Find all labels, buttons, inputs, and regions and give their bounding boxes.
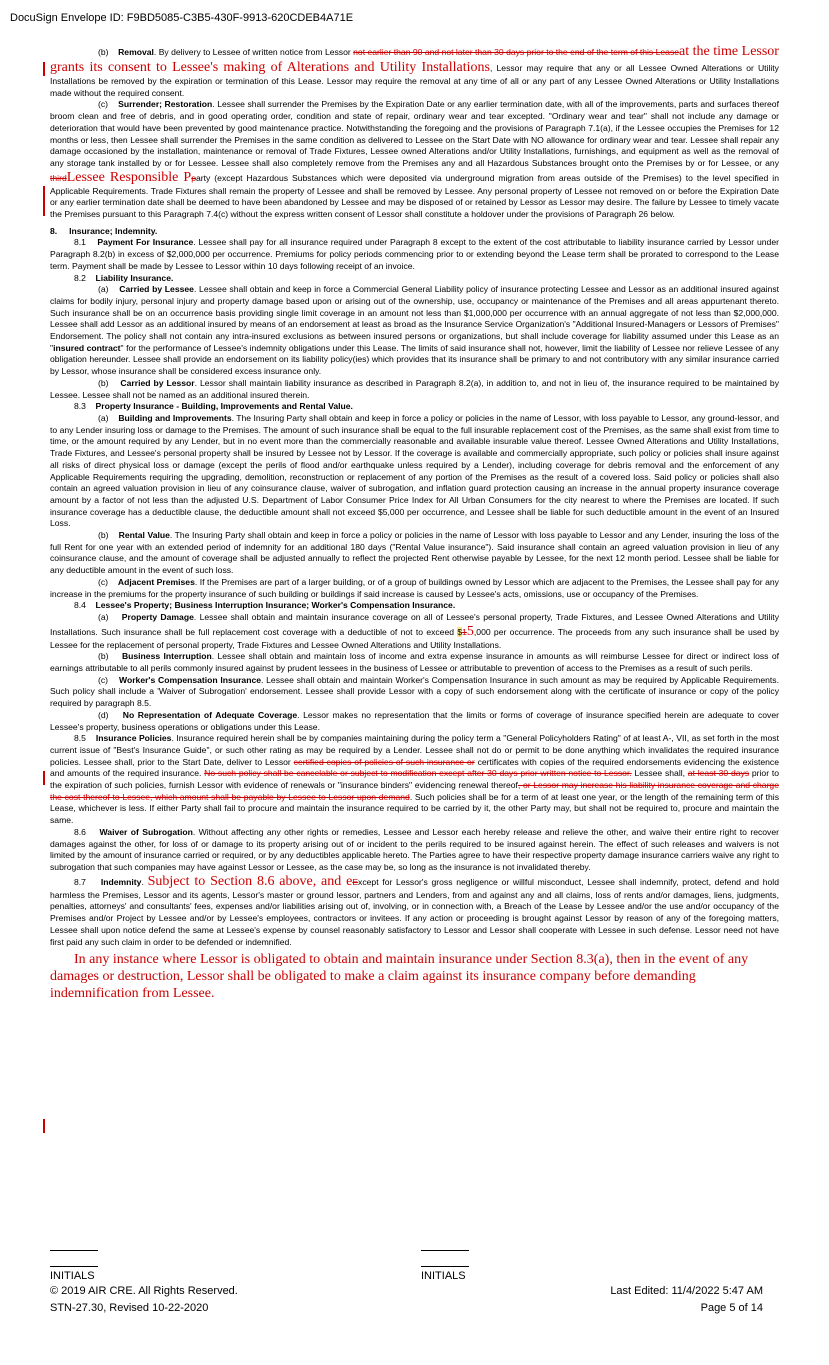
paragraph-8-3-a: (a) Building and Improvements. The Insuring Party shall obtain and keep in force a policy or policies in the name of Lessor, with loss payable to Lessor, any ground-lessor, and to any Lender insuring loss or damage to the Premises. The amount of such insurance shall be equal to the full insurable replacement cost of the Premises, as the same shall exist from time to time, or the amount required by any Lender, but in no event more than the commercially reasonable and available insurable value thereof. Lessee Owned Alterations and Utility Installations, Trade Fixtures, and Lessee's personal property shall be insured by Lessee not by Lessor. If the coverage is available and commercially appropriate, such policy or policies shall insure against all risks of direct physical loss or damage (except the perils of flood and/or earthquake unless required by a Lender), including coverage for debris removal and the enforcement of any Applicable Requirements requiring the upgrading, demolition, reconstruction or replacement of any portion of the Premises as the result of a covered loss. Said policy or policies shall also contain an agreed valuation provision in lieu of any coinsurance clause, waiver of subrogation, and inflation guard protection causing an increase in the annual property insurance coverage amount by a factor of not less than the adjusted U.S. Department of Labor Consumer Price Index for All Urban Consumers for the city nearest to where the Premises are located. If such insurance coverage has a deductible clause, the deductible amount shall not exceed $5,000 per occurrence, and Lessee shall be liable for such deductible amount in the event of an Insured Loss. [50,412,779,529]
initials-line-right[interactable] [421,1250,469,1251]
revision-bar [43,1119,45,1133]
paragraph-surrender: (c) Surrender; Restoration. Lessee shall surrender the Premises by the Expiration Date or any earlier termination date, with all of the improvements, parts and surfaces thereof broom clean and free of debris, and in good operating order, condition and state of repair, ordinary wear and tear excepted. "Ordinary wear and tear" shall not include any damage or deterioration that would have been prevented by good maintenance practice. Notwithstanding the foregoing and the provisions of Paragraph 7.1(a), if the Lessee occupies the Premises for 12 months or less, then Lessee shall surrender the Premises in the same condition as delivered to Lessee on the Start Date with NO allowance for ordinary wear and tear. Lessee shall repair any damage occasioned by the installation, maintenance or removal of Trade Fixtures, Lessee owned Alterations and/or Utility Installations, furnishings, and equipment as well as the removal of any storage tank installed by or for Lessee. Lessee shall also completely remove from the Premises any and all Hazardous Substances brought onto the Premises by or for Lessee, or any thirdLessee Responsible Pparty (except Hazardous Substances which were deposited via underground migration from areas outside of the Premises) to the level specified in Applicable Requirements. Trade Fixtures shall remain the property of Lessee and shall be removed by Lessee. Any personal property of Lessee not removed on or before the Expiration Date or any earlier termination date shall be deemed to have been abandoned by Lessee and may be disposed of or retained by Lessor as Lessor may desire. The failure by Lessee to timely vacate the Premises pursuant to this Paragraph 7.4(c) without the express written consent of Lessor shall constitute a holdover under the provisions of Paragraph 26 below. [50,99,779,220]
initials-line-left[interactable] [50,1266,98,1267]
revision-bar [43,186,45,216]
deleted-text: certified copies of policies of such insurance or [293,756,475,767]
paragraph-8-4-d: (d) No Representation of Adequate Coverage. Lessor makes no representation that the limits or forms of coverage of insurance specified herein are adequate to cover Lessee's property, business operations or obligations under this Lease. [50,709,779,732]
last-edited: Last Edited: 11/4/2022 5:47 AM [610,1285,763,1297]
deleted-text: No such policy shall be cancelable or subject to modification except after 30 days prior written notice to Lessor. [204,768,632,779]
paragraph-8-4-b: (b) Business Interruption. Lessee shall obtain and maintain loss of income and extra expense insurance in amounts as will reimburse Lessee for direct or indirect loss of earnings attributable to all perils commonly insured against by prudent lessees in the business of Lessee or attributable to prevention of access to the Premises as a result of such perils. [50,651,779,674]
deleted-text: 1 [462,626,467,637]
paragraph-8-1: 8.1 Payment For Insurance. Lessee shall pay for all insurance required under Paragraph 8 except to the extent of the cost attributable to liability insurance carried by Lessor under Paragraph 8.2(b) in excess of $2,000,000 per occurrence. Premiums for policy periods commencing prior to or extending beyond the Lease term shall be prorated to correspond to the Lease term. Payment shall be made by Lessee to Lessor within 10 days following receipt of an invoice. [50,237,779,271]
copyright: © 2019 AIR CRE. All Rights Reserved. [50,1285,238,1297]
paragraph-8-2-a: (a) Carried by Lessee. Lessee shall obtain and keep in force a Commercial General Liability policy of insurance protecting Lessee and Lessor as an additional insured against claims for bodily injury, personal injury and property damage based upon or arising out of the ownership, use, occupancy or maintenance of the Premises and all areas appurtenant thereto. Such insurance shall be on an occurrence basis providing single limit coverage in an amount not less than $1,000,000 per occurrence with an annual aggregate of not less than $2,000,000. Lessee shall add Lessor as an additional insured by means of an endorsement at least as broad as the Insurance Service Organization's "Additional Insured-Managers or Lessors of Premises" Endorsement. The policy shall not contain any intra-insured exclusions as between insured persons or organizations, but shall include coverage for liability assumed under this Lease as an "insured contract" for the performance of Lessee's indemnity obligations under this Lease. The limits of said insurance shall not, however, limit the liability of Lessee nor relieve Lessee of any obligation hereunder. Lessee shall provide an endorsement on its liability policy(ies) which provides that its insurance shall be primary to and not contributory with any similar insurance carried by Lessor, whose insurance shall be considered excess insurance only. [50,284,779,377]
deleted-text: at least 30 days [687,768,750,779]
paragraph-8-3-b: (b) Rental Value. The Insuring Party shall obtain and keep in force a policy or policies in the name of Lessor with loss payable to Lessor and any Lender, insuring the loss of the full Rent for one year with an extended period of indemnity for an additional 180 days ("Rental Value insurance"). Said insurance shall contain an agreed valuation provision in lieu of any coinsurance clause, and the amount of coverage shall be adjusted annually to reflect the projected Rent otherwise payable by Lessee, for the next 12 month period. Lessee shall be liable for any deductible amount in the event of such loss. [50,530,779,576]
paragraph-8-2-b: (b) Carried by Lessor. Lessor shall maintain liability insurance as described in Paragraph 8.2(a), in addition to, and not in lieu of, the insurance required to be maintained by Lessee. Lessee shall not be named as an additional insured therein. [50,377,779,400]
paragraph-8-6: 8.6 Waiver of Subrogation. Without affecting any other rights or remedies, Lessee and Lessor each hereby release and relieve the other, and waive their entire right to recover damages against the other, for loss of or damage to its property arising out of or incident to the perils required to be insured against herein. The effect of such releases and waivers is not limited by the amount of insurance carried or required, or by any deductibles applicable hereto. The Parties agree to have their respective property damage insurance carriers waive any right to subrogation that such companies may have against Lessor or Lessee, as the case may be, so long as the insurance is not invalidated thereby. [50,826,779,872]
initials-label-right: INITIALS [421,1270,466,1282]
initials-label-left: INITIALS [50,1270,95,1282]
deleted-text: p [191,172,196,183]
deleted-text: third [50,172,67,183]
envelope-id: DocuSign Envelope ID: F9BD5085-C3B5-430F-9913-620CDEB4A71E [10,12,354,24]
inserted-text: Lessee Responsible P [66,169,192,185]
page-number: Page 5 of 14 [700,1302,763,1314]
paragraph-8-5: 8.5 Insurance Policies. Insurance required herein shall be by companies maintaining during the policy term a "General Policyholders Rating" of at least A-, VII, as set forth in the most current issue of "Best's Insurance Guide", or such other rating as may be required by a Lender. Lessee shall not do or permit to be done anything which invalidates the required insurance policies. Lessee shall, prior to the Start Date, deliver to Lessor certified copies of policies of such insurance or certificates with copies of the required endorsements evidencing the existence and amounts of the required insurance. No such policy shall be cancelable or subject to modification except after 30 days prior written notice to Lessor. Lessee shall, at least 30 days prior to the expiration of such policies, furnish Lessor with evidence of renewals or "insurance binders" evidencing renewal thereof, or Lessor may increase his liability insurance coverage and charge the cost thereof to Lessee, which amount shall be payable by Lessee to Lessor upon demand. Such policies shall be for a term of at least one year, or the length of the remaining term of this Lease, whichever is less. If either Party shall fail to procure and maintain the insurance required to be carried by it, the other Party may, but shall not be required to, procure and maintain the same. [50,733,780,826]
initials-line-right[interactable] [421,1266,469,1267]
inserted-text: at the time Lessor grants its consent to Lessee's making of Alterations and Utility Installations [50,44,779,75]
document-body [50,44,779,1002]
paragraph-8-7: 8.7 Indemnity. Subject to Section 8.6 above, and eExcept for Lessor's gross negligence or willful misconduct, Lessee shall indemnify, protect, defend and hold harmless the Premises, Lessor and its agents, Lessor's master or ground lessor, partners and Lenders, from and against any and all claims, loss of rents and/or damages, liens, judgments, penalties, attorneys' and consultants' fees, expenses and/or liabilities arising out of, involving, or in connection with, a Breach of the Lease by Lessee and/or the use and/or occupancy of the Premises and/or Project by Lessee and/or by Lessee's employees, contractors or invitees. If any action or proceeding is brought against Lessor by reason of any of the foregoing matters, Lessee shall upon notice defend the same at Lessee's expense by counsel reasonably satisfactory to Lessor and Lessor shall cooperate with Lessee in such defense. Lessor need not have first paid any such claim in order to be defended or indemnified. [50,873,779,947]
deleted-text: , or Lessor may increase his liability insurance coverage and charge the cost thereof to Lessee, which amount shall be payable by Lessee to Lessor upon demand [50,780,779,802]
deleted-text: not earlier than 90 and not later than 30 days prior to the end of the term of this Lease [353,47,680,57]
paragraph-8-4-c: (c) Worker's Compensation Insurance. Lessee shall obtain and maintain Worker's Compensation Insurance in such amount as may be required by Applicable Requirements. Such policy shall include a 'Waiver of Subrogation' endorsement. Lessee shall provide Lessor with a copy of such endorsement along with the certificate of insurance or copy of the policy required by paragraph 8.5. [50,674,779,709]
paragraph-8-4-a: (a) Property Damage. Lessee shall obtain and maintain insurance coverage on all of Lessee's personal property, Trade Fixtures, and Lessee Owned Alterations and Utility Installations. Such insurance shall be full replacement cost coverage with a deductible of not to exceed $15,000 per occurrence. The proceeds from any such insurance shall be used by Lessee for the replacement of personal property, Trade Fixtures and Lessee Owned Alterations and Utility Installations. [50,611,780,650]
paragraph-8-4: 8.4 Lessee's Property; Business Interruption Insurance; Worker's Compensation Insurance. [74,600,456,611]
paragraph-8-3-c: (c) Adjacent Premises. If the Premises are part of a larger building, or of a group of buildings owned by Lessor which are adjacent to the Premises, the Lessee shall pay for any increase in the premiums for the property insurance of such building or buildings if said increase is caused by Lessee's acts, omissions, use or occupancy of the Premises. [50,576,779,599]
deleted-text: E [352,876,359,887]
inserted-paragraph: In any instance where Lessor is obligated to obtain and maintain insurance under Section 8.3(a), then in the event of any damages or destruction, Lessor shall be obligated to make a claim against its insurance company before demanding indemnification from Lessee. [50,952,749,1002]
initials-line-left[interactable] [50,1250,98,1251]
inserted-text: Subject to Section 8.6 above, and e [147,873,353,889]
paragraph-8-2: 8.2 Liability Insurance. [74,272,174,283]
section-8-heading: 8. Insurance; Indemnity. [50,225,158,236]
revision-bar [43,771,45,785]
revision-bar [43,62,45,76]
paragraph-removal: (b) Removal. By delivery to Lessee of written notice from Lessor not earlier than 90 and not later than 30 days prior to the end of the term of this Leaseat the time Lessor grants its consent to Lessee's making of Alterations and Utility Installations, Lessor may require that any or all Lessee Owned Alterations or Utility Installations be removed by the expiration or termination of this Lease. Lessor may require the removal at any time of all or any part of any Lessee Owned Alterations or Utility Installations made without the required consent. [50,44,779,98]
form-id: STN-27.30, Revised 10-22-2020 [50,1302,209,1314]
inserted-text: 5 [466,623,474,639]
paragraph-8-3: 8.3 Property Insurance - Building, Improvements and Rental Value. [74,401,353,412]
